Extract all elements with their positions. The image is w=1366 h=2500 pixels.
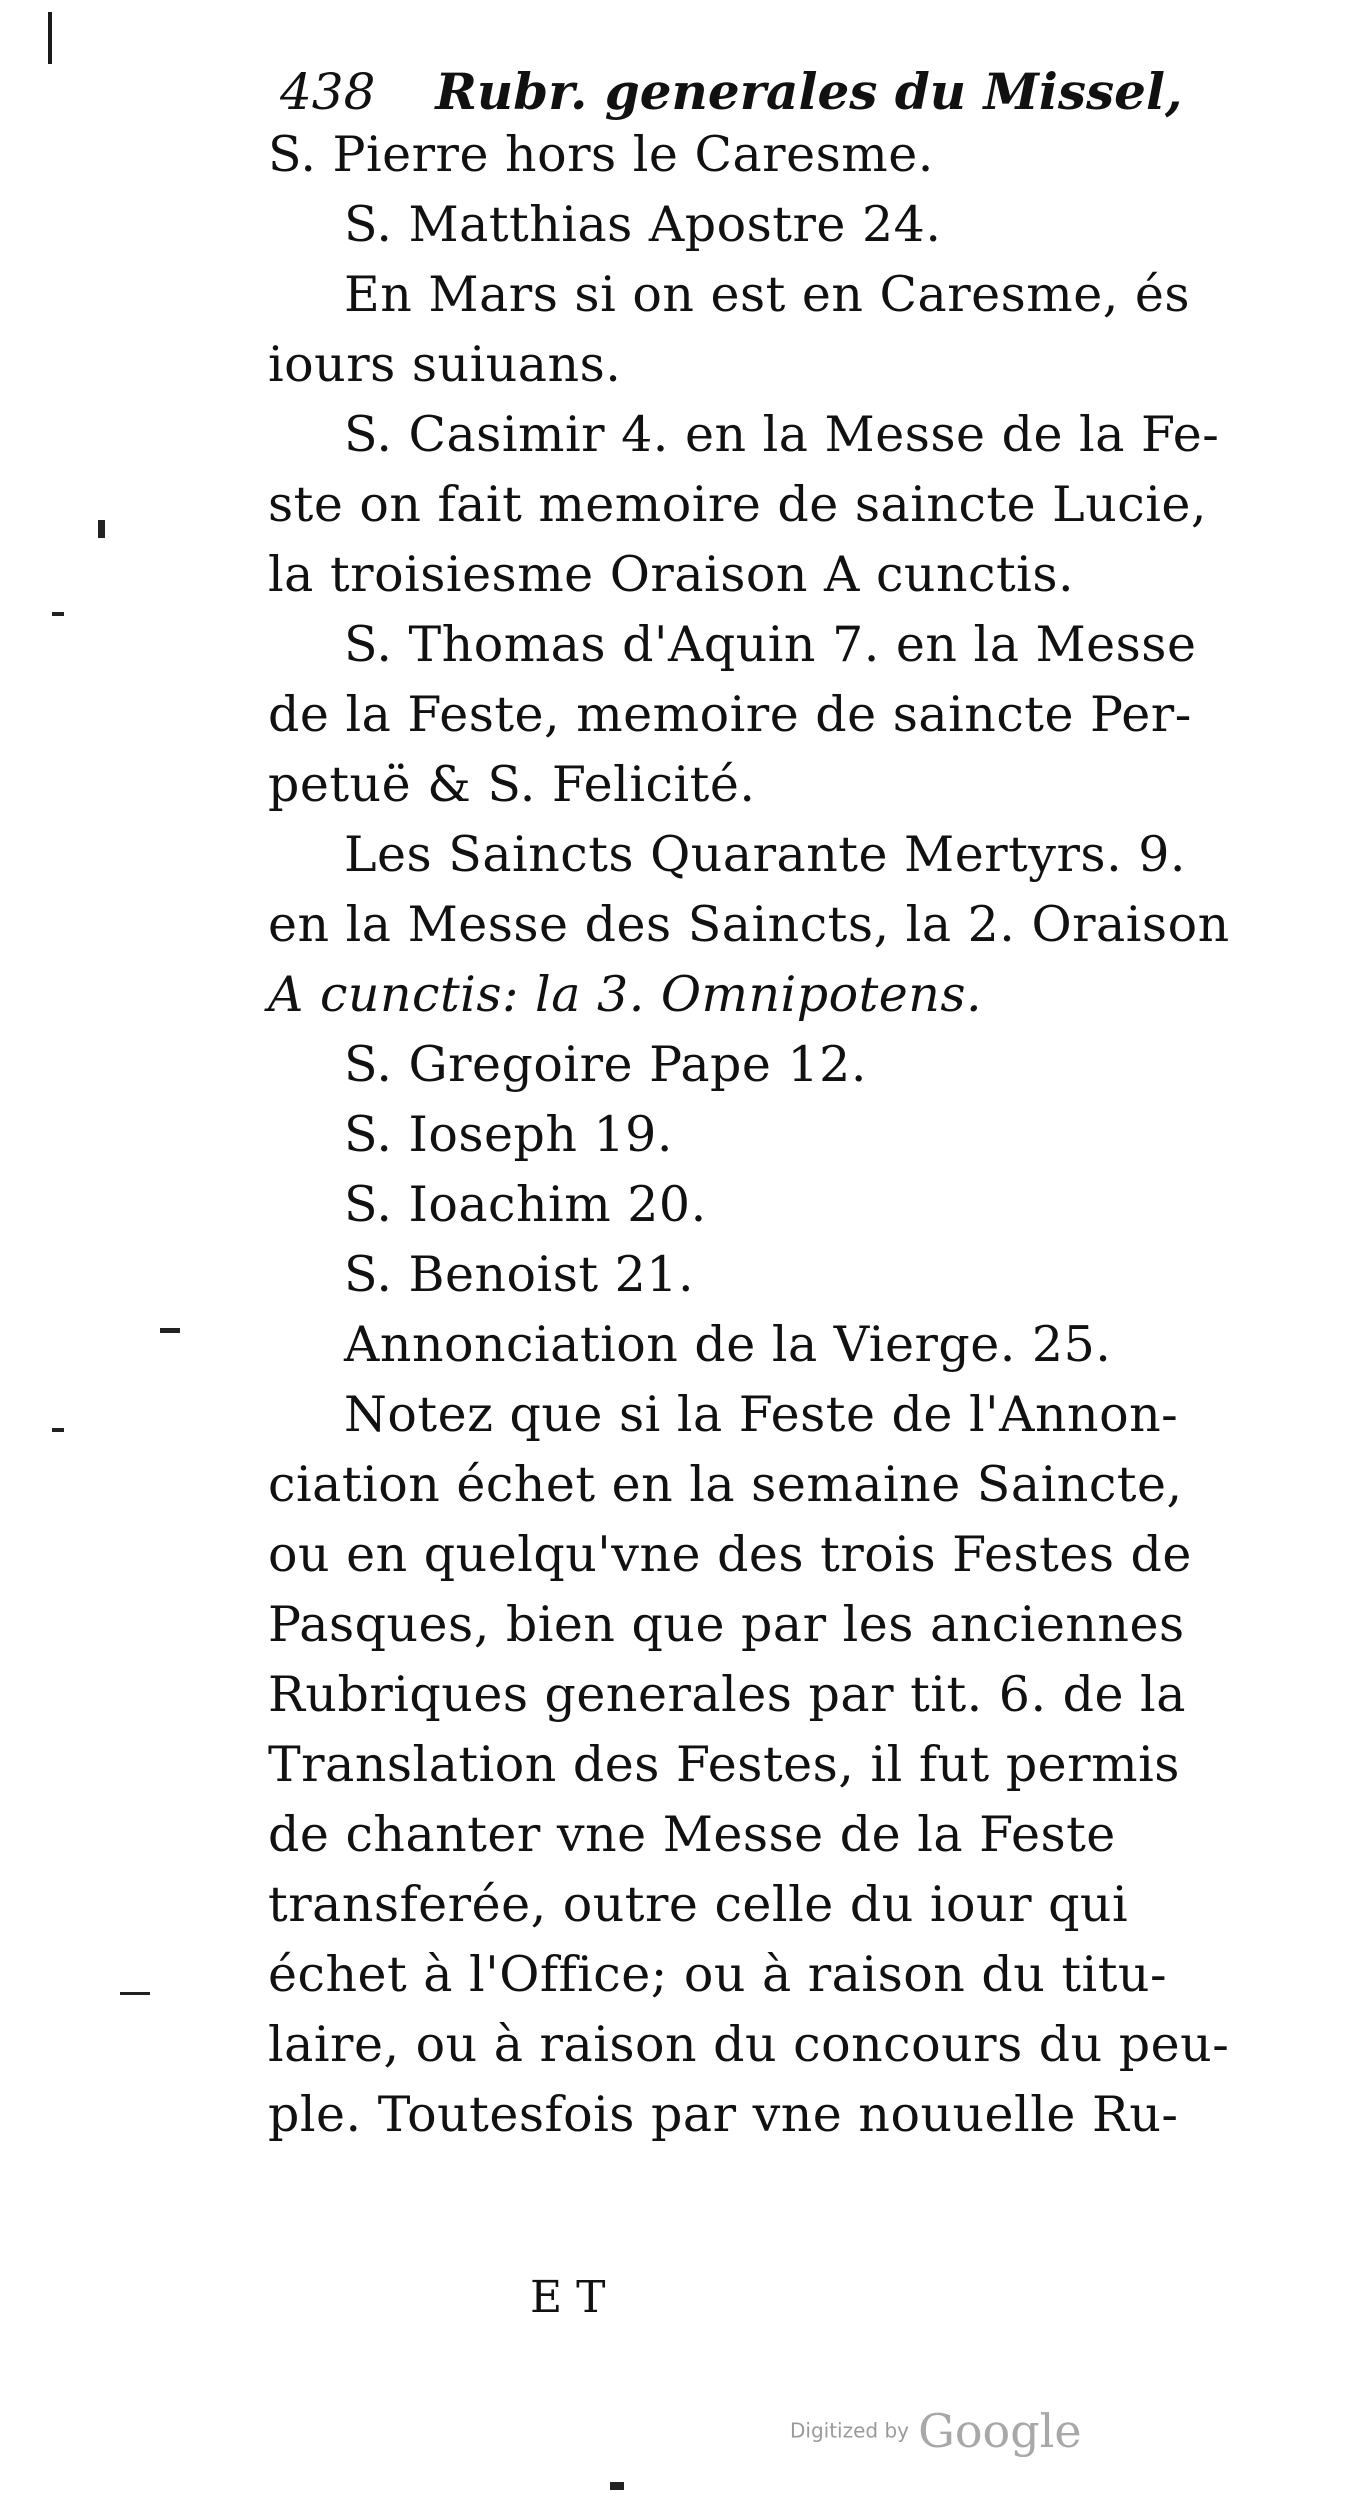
scan-speck — [160, 1328, 180, 1333]
text-line: petuë & S. Felicité. — [268, 756, 756, 813]
text-line: laire, ou à raison du concours du peu- — [268, 2016, 1230, 2073]
text-line: S. Matthias Apostre 24. — [344, 196, 942, 253]
running-title: Rubr. generales du Missel, — [435, 62, 1183, 121]
text-line: ou en quelqu'vne des trois Festes de — [268, 1526, 1192, 1583]
text-line: en la Messe des Saincts, la 2. Oraison — [268, 896, 1230, 953]
text-line: S. Pierre hors le Caresme. — [268, 126, 934, 183]
text-line: Notez que si la Feste de l'Annon- — [344, 1386, 1179, 1443]
text-line: de chanter vne Messe de la Feste — [268, 1806, 1116, 1863]
text-line: S. Casimir 4. en la Messe de la Fe- — [344, 406, 1220, 463]
scan-speck — [120, 1992, 150, 1995]
text-line: Pasques, bien que par les anciennes — [268, 1596, 1185, 1653]
text-line: En Mars si on est en Caresme, és — [344, 266, 1191, 323]
text-line: S. Ioseph 19. — [344, 1106, 673, 1163]
text-line: iours suiuans. — [268, 336, 622, 393]
page-header — [280, 62, 1240, 122]
digitized-by-label: Digitized by — [790, 2418, 909, 2443]
text-line: la troisiesme Oraison A cunctis. — [268, 546, 1075, 603]
text-line: Annonciation de la Vierge. 25. — [344, 1316, 1112, 1373]
signature-mark: E T — [530, 2272, 606, 2323]
text-line: ple. Toutesfois par vne nouuelle Ru- — [268, 2086, 1179, 2143]
text-line: A cunctis: la 3. Omnipotens. — [268, 966, 983, 1023]
text-line: S. Thomas d'Aquin 7. en la Messe — [344, 616, 1197, 673]
google-logo: Google — [918, 2403, 1082, 2458]
text-line: Translation des Festes, il fut permis — [268, 1736, 1180, 1793]
text-line: ste on fait memoire de saincte Lucie, — [268, 476, 1207, 533]
text-line: ciation échet en la semaine Saincte, — [268, 1456, 1183, 1513]
text-line: S. Gregoire Pape 12. — [344, 1036, 867, 1093]
text-line: Les Saincts Quarante Mertyrs. 9. — [344, 826, 1186, 883]
text-line: transferée, outre celle du iour qui — [268, 1876, 1129, 1933]
text-line: S. Ioachim 20. — [344, 1176, 707, 1233]
text-line: S. Benoist 21. — [344, 1246, 695, 1303]
body-text — [268, 120, 1268, 2150]
scan-speck — [610, 2482, 624, 2490]
margin-rule-mark — [48, 12, 52, 64]
text-line: Rubriques generales par tit. 6. de la — [268, 1666, 1186, 1723]
digitized-by-watermark — [790, 2400, 1082, 2460]
page-number: 438 — [280, 63, 376, 121]
scan-speck — [98, 520, 105, 538]
scan-speck — [52, 1428, 64, 1432]
text-line: échet à l'Office; ou à raison du titu- — [268, 1946, 1168, 2003]
scan-speck — [52, 612, 64, 616]
text-line: de la Feste, memoire de saincte Per- — [268, 686, 1192, 743]
